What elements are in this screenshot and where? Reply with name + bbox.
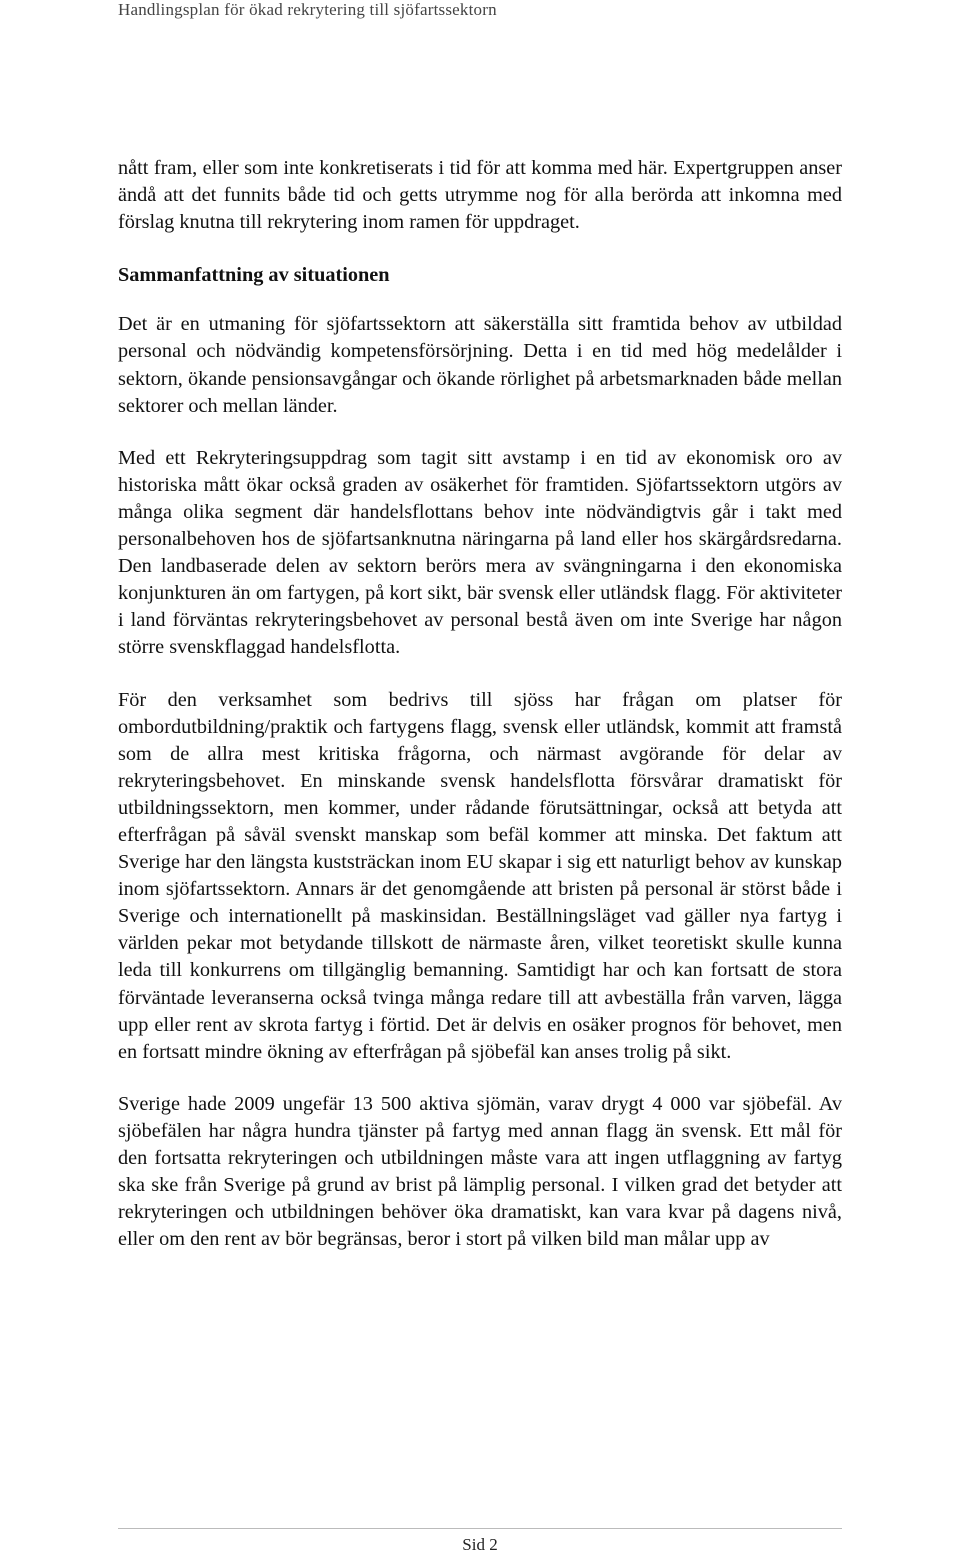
- intro-paragraph: nått fram, eller som inte konkretiserats i tid för att komma med här. Expertgruppen anser ändå att det funnits både tid och getts utrymme nog för alla berörda att inkomna med förslag knutna till rekrytering inom ramen för uppdraget.: [118, 157, 842, 234]
- document-body: [118, 155, 842, 1253]
- body-paragraph-1: Det är en utmaning för sjöfartssektorn att säkerställa sitt framtida behov av utbildad personal och nödvändig kompetensförsörjning. Detta i en tid med hög medelålder i sektorn, ökande pensionsavgångar och ökande rörlighet på arbetsmarknaden både mellan sektorer och mellan länder.: [118, 313, 842, 417]
- page-number: Sid 2: [462, 1535, 498, 1554]
- footer-divider: [118, 1528, 842, 1529]
- section-heading: Sammanfattning av situationen: [118, 264, 390, 287]
- running-header: Handlingsplan för ökad rekrytering till sjöfartssektorn: [118, 0, 497, 19]
- body-paragraph-3: För den verksamhet som bedrivs till sjöss har frågan om platser för ombordutbildning/praktik och fartygens flagg, svensk eller utländsk, kommit att framstå som de allra mest kritiska frågorna, och närmast avgörande för delar av rekryteringsbehovet. En minskande svensk handelsflotta försvårar dramatiskt för utbildningssektorn, men kommer, under rådande förutsättningar, också att betyda att efterfrågan på såväl svenskt manskap som befäl kommer att minska. Det faktum att Sverige har den längsta kuststräckan inom EU skapar i sig ett naturligt behov av kunskap inom sjöfartssektorn. Annars är det genomgående att bristen på personal är störst både i Sverige och internationellt på maskinsidan. Beställningsläget vad gäller nya fartyg i världen pekar mot betydande tillskott de närmaste åren, vilket teoretiskt skulle kunna leda till konkurrens om tillgänglig bemanning. Samtidigt har och kan fortsatt de stora förväntade leveranserna också tvinga många redare till att avbeställa från varven, lägga upp eller rent av skrota fartyg i förtid. Det är delvis en osäker prognos för behovet, men en fortsatt mindre ökning av efterfrågan på sjöbefäl kan anses trolig på sikt.: [118, 688, 842, 1063]
- body-paragraph-2: Med ett Rekryteringsuppdrag som tagit sitt avstamp i en tid av ekonomisk oro av historiska mått ökar också graden av osäkerhet för framtiden. Sjöfartssektorn utgörs av många olika segment där handelsflottans behov inte nödvändigtvis går i takt med personalbehoven hos de sjöfartsanknutna näringarna på land eller hos skärgårdsredarna. Den landbaserade delen av sektorn berörs mera av svängningarna i den ekonomiska konjunkturen än om fartygen, på kort sikt, bär svensk eller utländsk flagg. För aktiviteter i land förväntas rekryteringsbehovet av personal bestå även om inte Sverige har någon större svenskflaggad handelsflotta.: [118, 446, 842, 659]
- body-paragraph-4: Sverige hade 2009 ungefär 13 500 aktiva sjömän, varav drygt 4 000 var sjöbefäl. Av sjöbefälen har några hundra tjänster på fartyg med annan flagg än svensk. Ett mål för den fortsatta rekryteringen och utbildningen måste vara att ingen utflaggning av fartyg ska ske från Sverige på grund av brist på lämplig personal. I vilken grad det betyder att rekryteringen och utbildningen behöver öka dramatiskt, kan vara kvar på dagens nivå, eller om den rent av bör begränsas, beror i stort på vilken bild man målar upp av: [118, 1092, 842, 1251]
